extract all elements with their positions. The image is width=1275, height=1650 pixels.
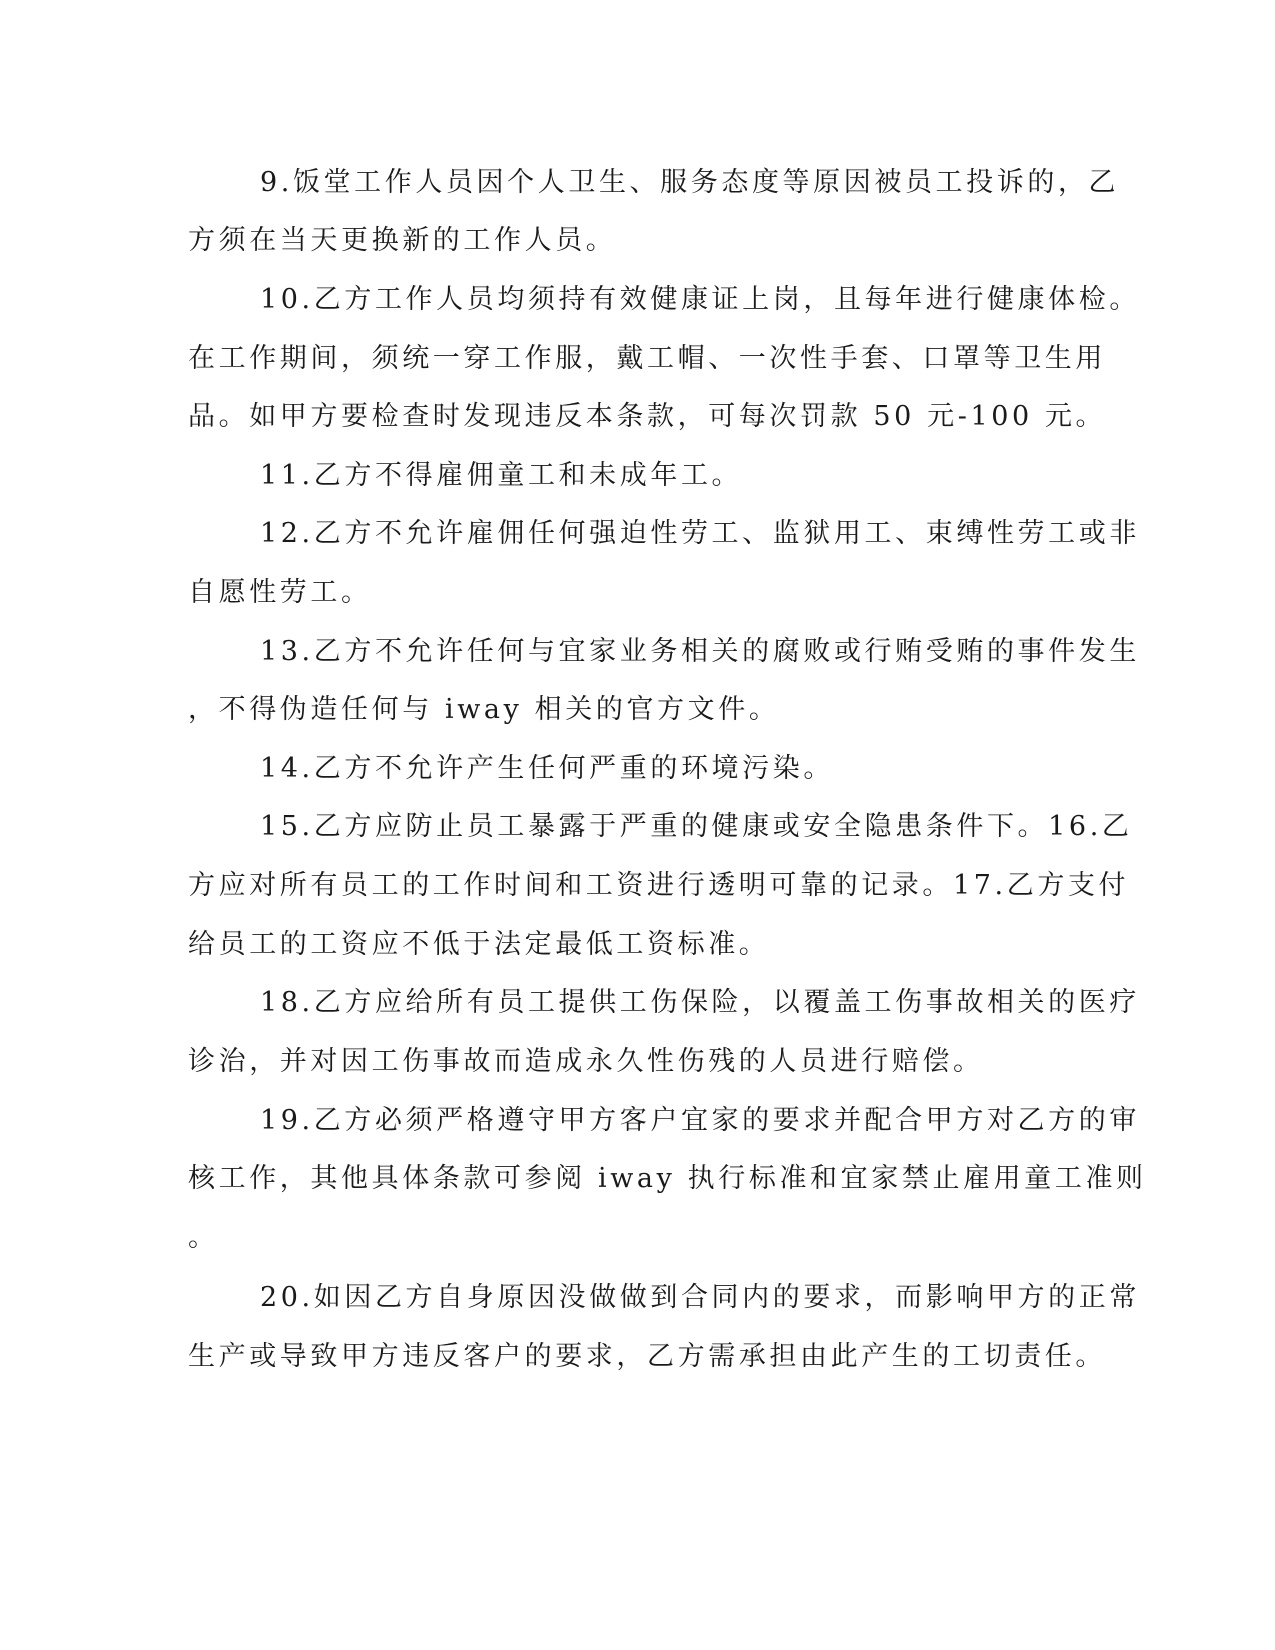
clause-12-line-1: 12.乙方不允许雇佣任何强迫性劳工、监狱用工、束缚性劳工或非	[260, 518, 1140, 549]
clause-10-line-1: 10.乙方工作人员均须持有效健康证上岗，且每年进行健康体检。	[260, 284, 1140, 315]
clause-11-line-1: 11.乙方不得雇佣童工和未成年工。	[260, 460, 743, 491]
clause-18-line-2: 诊治，并对因工伤事故而造成永久性伤残的人员进行赔偿。	[188, 1046, 984, 1077]
clause-19-line-1: 19.乙方必须严格遵守甲方客户宜家的要求并配合甲方对乙方的审	[260, 1105, 1140, 1136]
clause-15-line-3: 给员工的工资应不低于法定最低工资标准。	[188, 929, 770, 960]
clause-12-line-2: 自愿性劳工。	[188, 577, 372, 608]
clause-13-line-2: ，不得伪造任何与 iway 相关的官方文件。	[188, 694, 780, 725]
clause-10-line-2: 在工作期间，须统一穿工作服，戴工帽、一次性手套、口罩等卫生用	[188, 343, 1106, 374]
clause-15-line-1: 15.乙方应防止员工暴露于严重的健康或安全隐患条件下。16.乙	[260, 811, 1133, 842]
clause-9-line-2: 方须在当天更换新的工作人员。	[188, 225, 617, 256]
clause-18-line-1: 18.乙方应给所有员工提供工伤保险，以覆盖工伤事故相关的医疗	[260, 987, 1140, 1018]
clause-9-line-1: 9.饭堂工作人员因个人卫生、服务态度等原因被员工投诉的，乙	[260, 167, 1120, 198]
clause-19-line-3: 。	[188, 1222, 219, 1253]
clause-10-line-3: 品。如甲方要检查时发现违反本条款，可每次罚款 50 元-100 元。	[188, 401, 1107, 432]
clause-13-line-1: 13.乙方不允许任何与宜家业务相关的腐败或行贿受贿的事件发生	[260, 636, 1140, 667]
clause-14-line-1: 14.乙方不允许产生任何严重的环境污染。	[260, 753, 834, 784]
clause-15-line-2: 方应对所有员工的工作时间和工资进行透明可靠的记录。17.乙方支付	[188, 870, 1130, 901]
clause-19-line-2: 核工作，其他具体条款可参阅 iway 执行标准和宜家禁止雇用童工准则	[188, 1163, 1147, 1194]
clause-20-line-2: 生产或导致甲方违反客户的要求，乙方需承担由此产生的工切责任。	[188, 1341, 1106, 1372]
clause-20-line-1: 20.如因乙方自身原因没做做到合同内的要求，而影响甲方的正常	[260, 1282, 1140, 1313]
